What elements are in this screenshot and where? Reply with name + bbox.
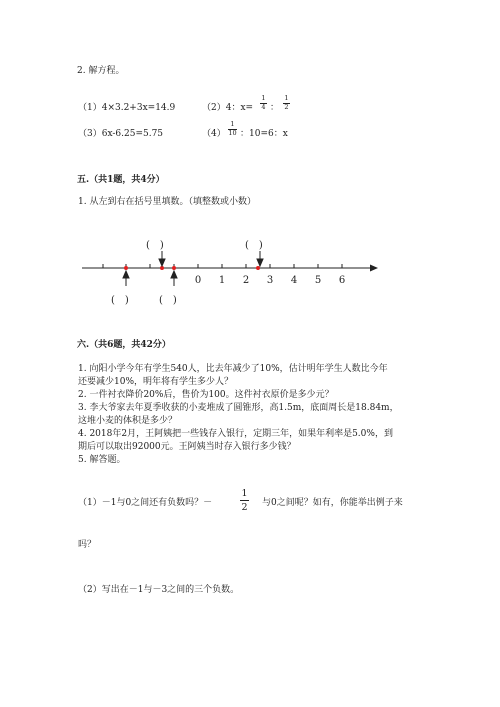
tick-label-6: 6 (338, 275, 346, 286)
tick-label-3: 3 (266, 275, 274, 286)
question-line: 3. 李大爷家去年夏季收获的小麦堆成了圆锥形，高1.5m，底面周长是18.84m， (78, 403, 399, 413)
equation-2-prefix: （2）4：x= (202, 103, 254, 113)
question-line: 1. 向阳小学今年有学生540人，比去年减少了10%，估计明年学生人数比今年 (78, 364, 388, 374)
answer-blank-top-1[interactable]: ( ) (146, 240, 164, 251)
equation-2-colon: ： (270, 103, 280, 113)
question-line: 期后可以取出92000元。王阿姨当时存入银行多少钱？ (78, 442, 296, 452)
fraction-numerator: 1 (284, 94, 289, 102)
sub-question-2: （2）写出在－1与－3之间的三个负数。 (78, 585, 240, 595)
tick-label-0: 0 (194, 275, 202, 286)
section-5-question-1: 1. 从左到右在括号里填数。（填整数或小数） (78, 197, 256, 207)
question-line: 这堆小麦的体积是多少？ (78, 416, 178, 426)
point-marker (256, 266, 260, 270)
fraction-denominator: 2 (241, 502, 248, 513)
fraction-denominator: 10 (228, 129, 237, 137)
up-arrow-head-icon (171, 271, 177, 278)
down-arrow-head-icon (257, 259, 263, 266)
tick-label-4: 4 (290, 275, 298, 286)
answer-blank-bottom-2[interactable]: ( ) (159, 295, 177, 306)
down-arrow-head-icon (159, 259, 165, 266)
fraction-denominator: 2 (284, 103, 289, 111)
sub-question-1-fraction (240, 488, 249, 513)
point-marker (172, 266, 176, 270)
tick-marks (103, 264, 342, 268)
equation-3: （3）6x-6.25=5.75 (78, 129, 164, 139)
fraction-denominator: 4 (261, 103, 266, 111)
answer-blank-bottom-1[interactable]: ( ) (111, 295, 129, 306)
number-line-figure (0, 0, 500, 320)
sub-question-1-part-b: 与0之间呢？如有，你能举出例子来 (262, 498, 403, 508)
tick-label-2: 2 (242, 275, 250, 286)
equation-4-prefix: （4） (202, 129, 226, 139)
question-line: 5. 解答题。 (78, 455, 126, 465)
sub-question-1-part-a: （1）－1与0之间还有负数吗？－ (78, 498, 213, 508)
fraction-numerator: 1 (230, 120, 235, 128)
equation-4-suffix: ：10=6：x (240, 129, 288, 139)
answer-blank-top-2[interactable]: ( ) (245, 240, 263, 251)
up-arrow-head-icon (123, 271, 129, 278)
axis-arrow-icon (370, 265, 378, 272)
section-5-title: 五.（共1题，共4分） (77, 175, 165, 185)
question-line: 2. 一件衬衣降价20%后，售价为100。这件衬衣原价是多少元？ (78, 390, 334, 400)
question-line: 还要减少10%，明年将有学生多少人？ (78, 377, 234, 387)
section-6-title: 六.（共6题，共42分） (77, 340, 171, 350)
sub-question-1-part-c: 吗？ (78, 540, 97, 550)
section-2-heading: 2. 解方程。 (77, 66, 125, 76)
question-line: 4. 2018年2月，王阿姨把一些钱存入银行，定期三年，如果年利率是5.0%，到 (78, 429, 393, 439)
fraction-numerator: 1 (261, 94, 266, 102)
tick-label-1: 1 (218, 275, 226, 286)
fraction-numerator: 1 (241, 488, 248, 499)
point-marker (124, 266, 128, 270)
tick-label-5: 5 (314, 275, 322, 286)
equation-1: （1）4×3.2+3x=14.9 (78, 103, 176, 113)
